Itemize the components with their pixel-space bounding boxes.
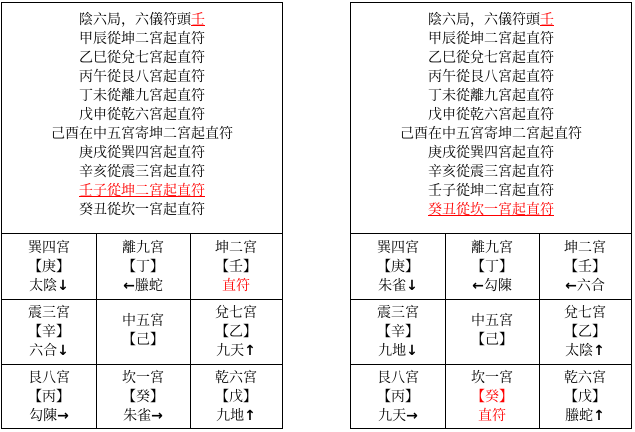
direction-arrow-icon: → (57, 408, 69, 424)
deity-name: 太陰 (565, 343, 594, 359)
palace-cell (190, 299, 282, 364)
palace-name: 乾六宮 (564, 370, 606, 386)
palace-cell (2, 299, 96, 364)
palace-deity (539, 277, 631, 295)
palace-name: 乾六宮 (215, 370, 257, 386)
palace-deity (351, 342, 445, 360)
deity-name: 太陰 (29, 278, 58, 294)
palace-name: 艮八宮 (377, 370, 419, 386)
palace-stem: 【庚】 (377, 259, 419, 275)
palace-cell (351, 234, 445, 299)
deity-name: 直符 (478, 408, 506, 424)
palace-deity (96, 407, 190, 425)
direction-arrow-icon: → (406, 408, 418, 424)
direction-arrow-icon: ↓ (406, 343, 418, 359)
direction-arrow-icon: ↑ (244, 408, 256, 424)
palace-stem: 【癸】 (122, 389, 164, 405)
deity-name: 螣蛇 (565, 408, 594, 424)
header-line: 己酉在中五宮寄坤二宮起直符 (400, 126, 582, 142)
palace-cell (96, 364, 190, 428)
header-line: 辛亥從震三宮起直符 (79, 164, 205, 180)
palace-cell (539, 299, 631, 364)
header-line: 丙午從艮八宮起直符 (428, 69, 554, 85)
title-highlight: 壬 (540, 12, 554, 28)
header-line: 壬子從坤二宮起直符 (79, 183, 205, 199)
deity-name: 勾陳 (483, 278, 512, 294)
deity-name: 九天 (216, 343, 245, 359)
direction-arrow-icon: ↓ (406, 278, 418, 294)
direction-arrow-icon: ↑ (244, 343, 256, 359)
deity-name: 螣蛇 (134, 278, 163, 294)
direction-arrow-icon: ↑ (593, 408, 605, 424)
header-line: 丙午從艮八宮起直符 (79, 69, 205, 85)
palace-cell (445, 364, 539, 428)
deity-name: 直符 (222, 278, 250, 294)
palace-cell (539, 234, 631, 299)
header-title (351, 11, 631, 29)
palace-stem: 【壬】 (564, 259, 606, 275)
palace-cell (445, 299, 539, 364)
palace-stem: 【丙】 (28, 389, 70, 405)
deity-name: 六合 (29, 343, 58, 359)
header-line: 庚戌從巽四宮起直符 (79, 145, 205, 161)
header-line: 乙巳從兌七宮起直符 (428, 50, 554, 66)
palace-stem: 【乙】 (564, 324, 606, 340)
chart-header (351, 3, 631, 234)
palace-stem: 【庚】 (28, 259, 70, 275)
direction-arrow-icon: ↓ (57, 278, 69, 294)
header-line: 戊申從乾六宮起直符 (79, 107, 205, 123)
palace-stem: 【戊】 (215, 389, 257, 405)
chart-header (2, 3, 282, 234)
palace-cell (96, 234, 190, 299)
header-line: 己酉在中五宮寄坤二宮起直符 (51, 126, 233, 142)
direction-arrow-icon: ← (472, 278, 484, 294)
deity-name: 朱雀 (123, 408, 152, 424)
palace-name: 兌七宮 (215, 305, 257, 321)
palace-name: 兌七宮 (564, 305, 606, 321)
palace-name: 巽四宮 (377, 240, 419, 256)
header-line: 庚戌從巽四宮起直符 (428, 145, 554, 161)
direction-arrow-icon: ↑ (593, 343, 605, 359)
palace-name: 坎一宮 (122, 370, 164, 386)
palace-stem: 【己】 (471, 332, 513, 348)
direction-arrow-icon: → (151, 408, 163, 424)
header-line: 戊申從乾六宮起直符 (428, 107, 554, 123)
palace-deity (190, 407, 282, 425)
palace-deity (351, 407, 445, 425)
palace-deity (539, 407, 631, 425)
palace-deity (190, 342, 282, 360)
header-line: 丁未從離九宮起直符 (79, 88, 205, 104)
palace-deity (351, 277, 445, 295)
palace-stem: 【己】 (122, 332, 164, 348)
deity-name: 勾陳 (29, 408, 58, 424)
deity-name: 六合 (576, 278, 605, 294)
qimen-chart-right (350, 2, 632, 429)
deity-name: 九地 (378, 343, 407, 359)
palace-name: 中五宮 (122, 313, 164, 329)
palace-deity (190, 277, 282, 295)
qimen-chart-left (1, 2, 283, 429)
palace-grid (2, 234, 282, 428)
palace-stem: 【丁】 (471, 259, 513, 275)
header-line: 癸丑從坎一宮起直符 (79, 202, 205, 218)
palace-cell (539, 364, 631, 428)
deity-name: 九天 (378, 408, 407, 424)
palace-deity (2, 407, 96, 425)
direction-arrow-icon: ← (565, 278, 577, 294)
palace-cell (190, 234, 282, 299)
header-line: 辛亥從震三宮起直符 (428, 164, 554, 180)
title-prefix: 陰六局，六儀符頭 (428, 12, 540, 28)
palace-name: 巽四宮 (28, 240, 70, 256)
palace-deity (96, 277, 190, 295)
palace-cell (2, 364, 96, 428)
palace-cell (445, 234, 539, 299)
palace-grid (351, 234, 631, 428)
palace-name: 震三宮 (28, 305, 70, 321)
deity-name: 九地 (216, 408, 245, 424)
palace-name: 震三宮 (377, 305, 419, 321)
palace-stem: 【辛】 (377, 324, 419, 340)
palace-stem: 【癸】 (471, 389, 513, 405)
header-line: 甲辰從坤二宮起直符 (79, 31, 205, 47)
palace-cell (351, 299, 445, 364)
palace-cell (2, 234, 96, 299)
palace-cell (190, 364, 282, 428)
title-prefix: 陰六局，六儀符頭 (79, 12, 191, 28)
palace-name: 艮八宮 (28, 370, 70, 386)
palace-deity (2, 342, 96, 360)
palace-stem: 【辛】 (28, 324, 70, 340)
palace-deity (539, 342, 631, 360)
header-title (2, 11, 282, 29)
palace-stem: 【戊】 (564, 389, 606, 405)
header-line: 壬子從坤二宮起直符 (428, 183, 554, 199)
direction-arrow-icon: ← (123, 278, 135, 294)
palace-stem: 【丁】 (122, 259, 164, 275)
palace-name: 坎一宮 (471, 370, 513, 386)
palace-name: 離九宮 (471, 240, 513, 256)
header-line: 甲辰從坤二宮起直符 (428, 31, 554, 47)
palace-name: 離九宮 (122, 240, 164, 256)
title-highlight: 壬 (191, 12, 205, 28)
palace-stem: 【壬】 (215, 259, 257, 275)
header-line: 癸丑從坎一宮起直符 (428, 202, 554, 218)
palace-name: 坤二宮 (564, 240, 606, 256)
palace-stem: 【乙】 (215, 324, 257, 340)
palace-stem: 【丙】 (377, 389, 419, 405)
palace-name: 中五宮 (471, 313, 513, 329)
palace-cell (96, 299, 190, 364)
palace-name: 坤二宮 (215, 240, 257, 256)
deity-name: 朱雀 (378, 278, 407, 294)
palace-deity (2, 277, 96, 295)
palace-deity (445, 277, 539, 295)
direction-arrow-icon: ↓ (57, 343, 69, 359)
palace-deity (445, 407, 539, 425)
palace-cell (351, 364, 445, 428)
header-line: 乙巳從兌七宮起直符 (79, 50, 205, 66)
header-line: 丁未從離九宮起直符 (428, 88, 554, 104)
